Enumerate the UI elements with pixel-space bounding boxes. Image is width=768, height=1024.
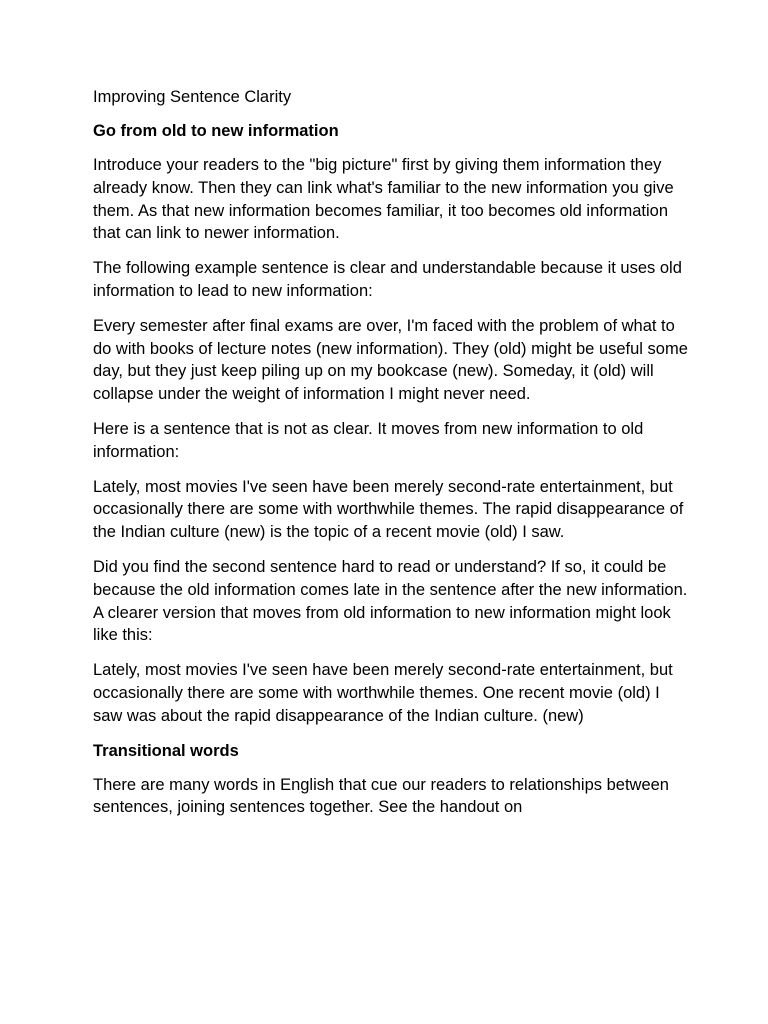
paragraph-unclear-lead: Here is a sentence that is not as clear. It moves from new information to old information: [93,419,644,461]
paragraph-intro: Introduce your readers to the "big picture" first by giving them information they already know. Then they can link what's familiar to the new information you give them. As that new information becomes familiar, it too becomes old information that can link to newer information. [93,156,674,243]
document-title: Improving Sentence Clarity [93,88,292,106]
paragraph-discussion: Did you find the second sentence hard to read or understand? If so, it could be because the old information comes late in the sentence after the new information. A clearer version that moves from old information to new information might look like this: [93,557,688,645]
section-heading-old-to-new: Go from old to new information [93,122,339,140]
paragraph-example-lead: The following example sentence is clear and understandable because it uses old information to lead to new information: [93,259,682,300]
paragraph-revised-example: Lately, most movies I've seen have been merely second-rate entertainment, but occasionally there are some with worthwhile themes. One recent movie (old) I saw was about the rapid disappearance of the Indian culture. (new) [93,661,673,725]
document-page [93,86,693,831]
paragraph-transitional-intro: There are many words in English that cue our readers to relationships between sentences, joining sentences together. See the handout on [93,775,669,817]
paragraph-clear-example: Every semester after final exams are over, I'm faced with the problem of what to do with books of lecture notes (new information). They (old) might be useful some day, but they just keep piling up on my bookcase (new). Someday, it (old) will collapse under the weight of information I might never need. [93,316,688,404]
section-heading-transitional-words: Transitional words [93,741,239,760]
paragraph-unclear-example: Lately, most movies I've seen have been merely second-rate entertainment, but occasionally there are some with worthwhile themes. The rapid disappearance of the Indian culture (new) is the topic of a recent movie (old) I saw. [93,477,684,542]
